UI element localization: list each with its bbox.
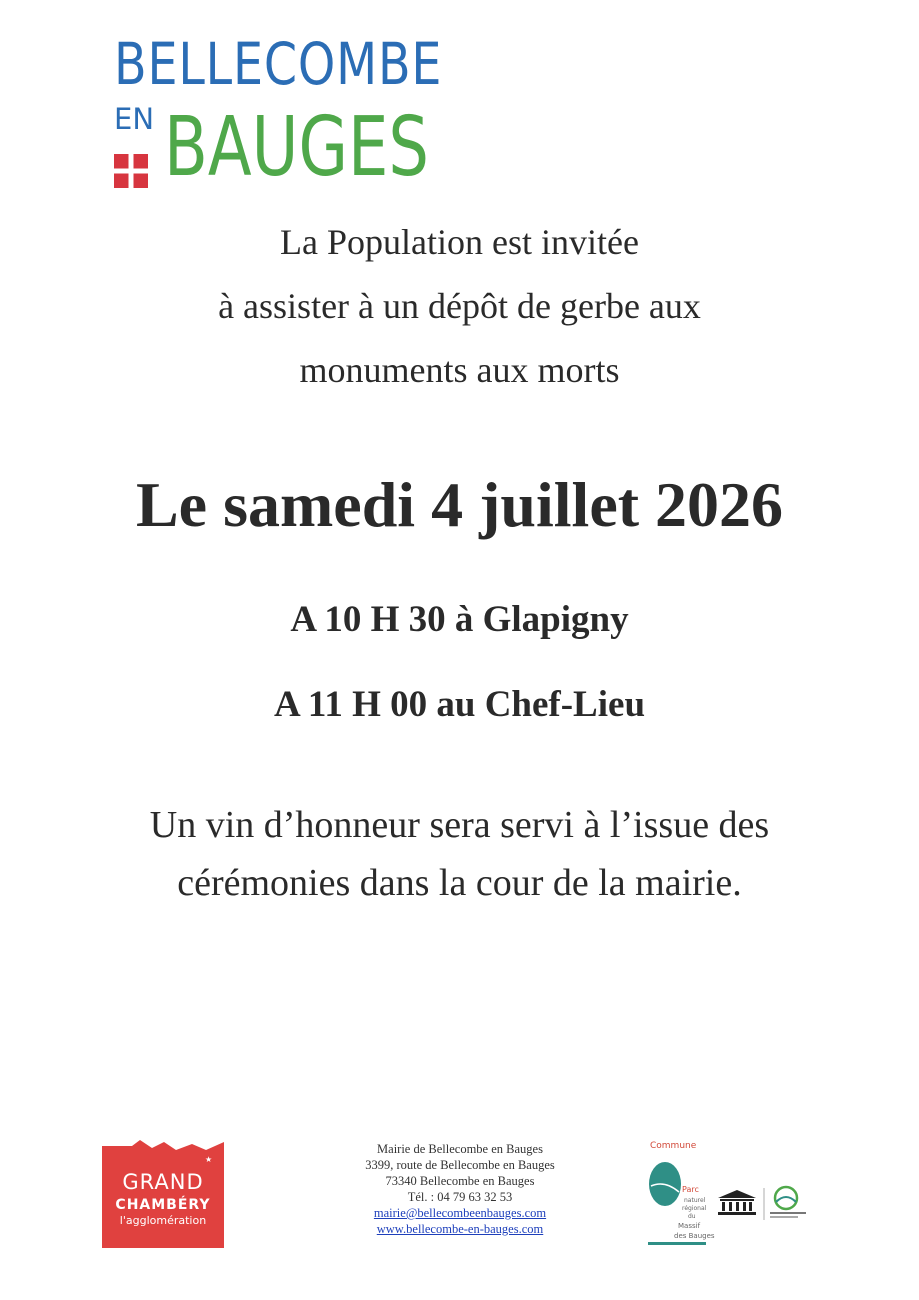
reception-line-2: cérémonies dans la cour de la mairie. bbox=[177, 862, 742, 904]
event-time-glapigny: A 10 H 30 à Glapigny bbox=[290, 599, 629, 640]
event-date: Le samedi 4 juillet 2026 bbox=[135, 469, 784, 540]
address-line-2: 3399, route de Bellecombe en Bauges bbox=[365, 1158, 555, 1172]
logo-title-line2: BAUGES bbox=[164, 100, 430, 195]
unesco-logo bbox=[712, 1188, 762, 1218]
logo-en: EN bbox=[114, 102, 155, 136]
reception-text bbox=[0, 796, 919, 912]
grand-chambery-line2: CHAMBÉRY bbox=[115, 1197, 211, 1213]
phone-number: Tél. : 04 79 63 32 53 bbox=[407, 1190, 513, 1204]
address-line-3: 73340 Bellecombe en Bauges bbox=[385, 1174, 535, 1188]
intro-text bbox=[0, 210, 919, 402]
svg-text:du: du bbox=[688, 1213, 696, 1220]
svg-text:naturel: naturel bbox=[684, 1197, 706, 1204]
intro-line-3: monuments aux morts bbox=[299, 350, 620, 390]
logo-title-line1: BELLECOMBE bbox=[114, 30, 443, 98]
email-link[interactable]: mairie@bellecombeenbauges.com bbox=[373, 1206, 547, 1220]
address-line-1: Mairie de Bellecombe en Bauges bbox=[377, 1142, 543, 1156]
grand-chambery-line1: GRAND bbox=[122, 1170, 204, 1194]
svg-text:★: ★ bbox=[205, 1155, 213, 1164]
intro-line-1: La Population est invitée bbox=[280, 222, 639, 262]
website-link[interactable]: www.bellecombe-en-bauges.com bbox=[376, 1222, 544, 1236]
reception-line-1: Un vin d’honneur sera servi à l’issue des bbox=[149, 804, 770, 846]
massif-des-bauges-logo bbox=[762, 1184, 808, 1224]
svg-text:Parc: Parc bbox=[682, 1185, 699, 1194]
intro-line-2: à assister à un dépôt de gerbe aux bbox=[218, 286, 701, 326]
svg-text:régional: régional bbox=[682, 1205, 707, 1212]
savoie-cross-icon bbox=[114, 154, 148, 188]
event-time-chef-lieu: A 11 H 00 au Chef-Lieu bbox=[273, 684, 646, 725]
svg-text:Massif: Massif bbox=[678, 1222, 701, 1230]
grand-chambery-line3: l'agglomération bbox=[119, 1214, 207, 1227]
commune-label: Commune bbox=[650, 1141, 697, 1151]
svg-text:des Bauges: des Bauges bbox=[674, 1232, 715, 1240]
parc-bauges-logo bbox=[648, 1152, 715, 1248]
